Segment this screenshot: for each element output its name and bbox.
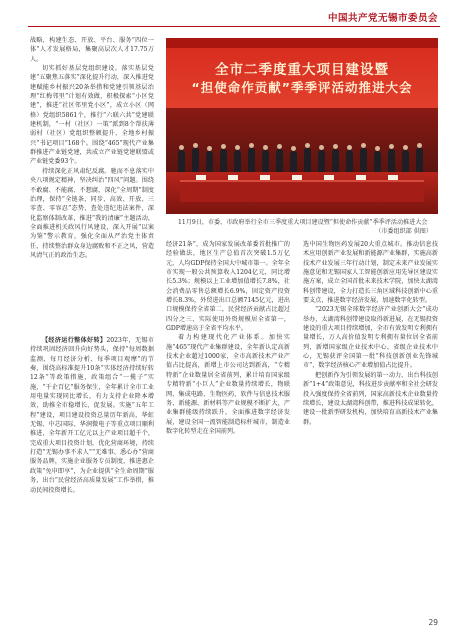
- name-card: [356, 175, 366, 180]
- page-number: 29: [428, 618, 438, 627]
- col2-paragraph: 经济21条”，成为国家发展改革委首批推广的经验做法，地区生产总值首次突破1.5万亿元，人均GDP保持全国大中城市第一。全年全市实现一般公共预算收入1204亿元，同比增长5.3%；规模以上工业增加值增长7.8%，社会消费品零售总额增长6.9%，固定资产投资增长8.3%，外贸进出口总额7145亿元，进出口规模保持全省第二，民营经济贡献占比超过四分之三，实际使用外资规模居全省第一，GDP增速高于全省平均水平。: [166, 241, 290, 333]
- caption-text: 11月9日，市委、市政府举行全市三季度重大项目建设暨“担使命作贡献”季季评活动推进大会: [178, 219, 428, 226]
- person-figure: [402, 150, 409, 172]
- column-1-top: [30, 36, 154, 336]
- photo-caption: [166, 218, 438, 236]
- banner-title-line2: “担使命作贡献”季季评活动推进大会: [191, 80, 413, 95]
- person-figure: [304, 148, 311, 172]
- col2-paragraph: 着力构建现代化产业体系。加快实施“465”现代产业集群建设，全年新认定高新技术企业超过1000家，全市高新技术产业产值占比提高，新增上市公司达到新高，“专精特新”企业数量居全省前列，累计培育国家级专精特新“小巨人”企业数量持续增长，物联网、集成电路、生物医药、软件与信息技术服务、新能源、新材料等产业规模不断扩大，产业集群能级持续跃升，全面推进数字经济发展，建设全国一流智能制造标杆城市，制造业数字化转型走在全国前列。: [166, 334, 290, 435]
- col1-paragraph: 战略，构建生态、开放、平台、服务“四位一体”人才发展格局，集聚高层次人才17.75万人。: [30, 37, 154, 63]
- col1-paragraph: 切实抓好基层党组织建设。落实基层党建“五聚焦五落实”深化提升行动，深入推进党建赋能乡村振兴20条举措和党建引领基层治理“红梅邻里”计划有效做，积极探索“小区党建”，推进“社区邻里党小区”，成立小区（网格）党组织5861个，推行“六联六共”党建联建机制，“一村（社区）一策”派到8个帮扶薄弱村（社区）党组织整顿提升，全地乡村振兴“书记项目”168个。围绕“465”现代产业集群推进产业链党建，共成立产业链党建联盟或产业链党委93个。: [30, 65, 154, 166]
- col3-paragraph: 把创新作为引领发展的第一动力，出台科技创新“1+4”政策意见，科技进步贡献率和全社会研发投入强度保持全省前列，国家高新技术企业数量持续增长，建设太湖湾科创带，推进科技成果转化，建设一批新型研发机构，加快培育高新技术产业集群。: [303, 371, 438, 426]
- person-figure: [416, 148, 423, 172]
- col3-paragraph: 选中国生物医药发展20大重点城市。推动信息技术应用创新产业发展和新能源产业集群，实施高新技术产业发展三年行动计划，制定未来产业发展实施意见和无锡国家人工智能创新应用先导区建设实施方案，成立全国首批未来技术学院，加快太湖湾科创带建设，全力打造长三角区域科技创新中心重要支点，推进数字经济发展，加速数字化转型。: [303, 241, 438, 305]
- name-card: [228, 175, 238, 180]
- person-figure: [220, 149, 227, 172]
- person-figure: [346, 150, 353, 172]
- person-figure: [192, 148, 199, 172]
- header-divider: [28, 26, 440, 27]
- caption-credit: （市委组织部 供图）: [375, 228, 432, 236]
- person-figure: [178, 150, 185, 172]
- person-figure: [276, 149, 283, 172]
- header-title: 中国共产党无锡市委员会: [327, 13, 438, 24]
- col1-paragraph: 持续深化正风肃纪反腐。驰而不息落实中央八项规定精神，坚决纠治“四风”问题。围绕不敢腐、不能腐、不想腐，深化“全周期”制度治理，保持“全链条、同步、高效、开放、三零查、零容忍”态势，查处违纪违法案件，深化监察体制改革，推进“我的清廉”主题活动，全面推进机关政风行风建设，深入开展“以案为鉴”警示教育，强化全面从严治党主体责任，持续整治群众身边腐败和不正之风，营造风清气正的政治生态。: [30, 167, 154, 259]
- banner-title-line1: 全市二季度重大项目建设暨: [215, 62, 389, 78]
- person-figure: [332, 149, 339, 172]
- person-figure: [360, 148, 367, 172]
- section-body: 2023年，无锡市持续巩固经济回升向好势头，保持“每周数据监测、每月经济分析、每季项目观摩”的节奏，围绕高标准提升10条“实体经济持续好转12条”等政策措施，政策组合“一揽子”实施，“千企百亿”服务保生，全年累计全市工业用电量实现同比增长，有力支持企业降本增效，助推全市稳增长、促发展。实施“五年工程”建设，项目建设投资总量历年新高，华虹无锡、中芯国际、华润微电子等重点项目顺利推进，全年新开工亿元以上产业项目超千个，完成重大项目投资计划，优化营商环境，持续打造“无锡办事不求人”“无难事、悉心办”营商服务品牌，实施企业服务专员制度，推进惠企政策“免申即享”，为企业提供“全生命周期”服务，出台“民营经济高质量发展”工作举措，推动民间投资增长。: [30, 337, 154, 494]
- person-figure: [374, 151, 381, 172]
- desk-front-panel: [180, 180, 424, 202]
- person-figure: [206, 151, 213, 172]
- audience-figures: [174, 116, 430, 172]
- column-3: [303, 240, 438, 602]
- person-figure: [248, 148, 255, 172]
- name-card: [388, 175, 398, 180]
- column-1-bottom: [30, 336, 154, 602]
- section-title: 【经济运行整体好转】: [42, 337, 107, 344]
- person-figure: [262, 150, 269, 172]
- person-figure: [290, 151, 297, 172]
- event-photo: [166, 38, 438, 214]
- name-card: [292, 175, 302, 180]
- person-figure: [234, 150, 241, 172]
- person-figure: [318, 150, 325, 172]
- column-2: [166, 240, 290, 602]
- name-card: [196, 175, 206, 180]
- banner-top-strip: [166, 38, 438, 48]
- col1-section-paragraph: [30, 336, 154, 495]
- page-header: [0, 0, 468, 26]
- col3-paragraph: “2023无锡全球数字经济产业创新大会”成功举办，太湖湾科创带建设取得新进展，在无锡投资建设的重大项目持续增加，全市有效发明专利拥有量增长，万人高价值发明专利拥有量位居全省前列，新增国家级企业技术中心、省级企业技术中心，无锡获评全国第一批“科技创新创业先锋城市”，数字经济核心产业增加值占比提升。: [303, 306, 438, 370]
- name-card: [324, 175, 334, 180]
- name-card: [260, 175, 270, 180]
- person-figure: [388, 149, 395, 172]
